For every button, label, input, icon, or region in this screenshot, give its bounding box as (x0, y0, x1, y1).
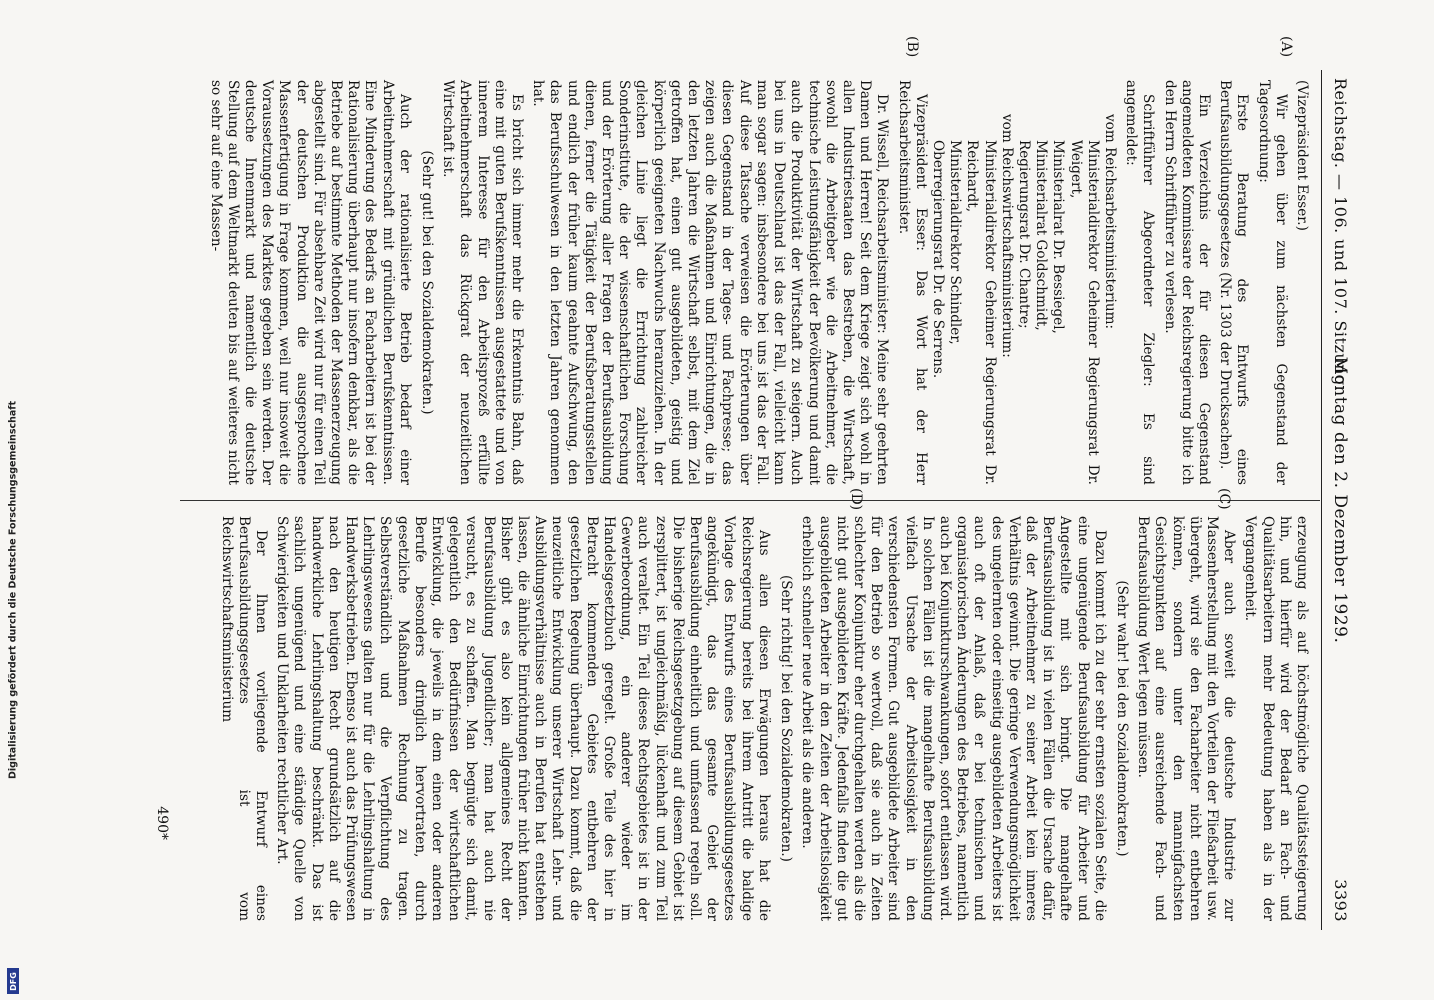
list-item: Ministerialdirektor Schindler, (947, 140, 964, 345)
margin-marker-c: (C) (1216, 488, 1232, 510)
interjection: (Sehr gut! bei den Sozialdemokraten.) (419, 150, 436, 415)
list-item: vom Reichsarbeitsministerium: (1101, 114, 1118, 330)
margin-marker-b: (B) (904, 36, 920, 58)
margin-marker-d: (D) (848, 488, 864, 511)
list-item: Ministerialrat Goldschmidt, (1033, 140, 1050, 331)
paragraph: Auch der rationalisierte Betrieb bedarf einer Arbeitnehmerschaft mit gründlichen Berufskenntnissen. Eine Minderung des Bedarfs an Facharbeitern ist bei der Rationalisierung überhaupt nur insofern denkbar, als die Betriebe auf bestimmte Methoden der Massenerzeugung abgestellt sind. Für absehbare Zeit wird nur für einen Teil der deutschen Produktion die ausgesprochene Massenfertigung in Frage kommen, weil nur insoweit die Voraussetzungen des Marktes gegeben sein werden. Der deutsche Innenmarkt und namentlich die deutsche Stellung auf dem Weltmarkt deuten bis auf weiteres nicht so sehr auf eine Massen- (207, 80, 413, 485)
paragraph: erzeugung als auf höchstmögliche Qualitätssteigerung hin, und hierfür wird der Bedarf an Fach- und Qualitätsarbeitern mehr Bedeutung haben als in der Vergangenheit. (1242, 516, 1310, 921)
header-date: Montag den 2. Dezember 1929. (1330, 356, 1350, 644)
paragraph: Erste Beratung des Entwurfs eines Berufsausbildungsgesetzes (Nr. 1303 der Drucksachen). (1217, 80, 1251, 485)
paragraph: Vizepräsident Esser: Das Wort hat der Herr Reichsarbeitsminister. (895, 80, 929, 485)
list-item: vom Reichswirtschaftsministerium: (998, 114, 1015, 358)
digitization-credit: Digitalisierung gefördert durch die Deutsche Forschungsgemeinschaft (7, 401, 19, 779)
paragraph: Wir gehen über zum nächsten Gegenstand der Tagesordnung: (1255, 80, 1289, 485)
left-column (202, 80, 1310, 485)
speaker-note: (Vizepräsident Esser.) (1294, 80, 1310, 231)
header-session: Reichstag. — 106. und 107. Sitzung. (1331, 78, 1350, 392)
paragraph: Schriftführer Abgeordneter Ziegler: Es sind angemeldet: (1123, 80, 1157, 485)
header-rule (1321, 70, 1322, 930)
paragraph: Ein Verzeichnis der für diesen Gegenstand angemeldeten Kommissare der Reichsregierung bitte ich den Herrn Schriftführer zu verlesen. (1161, 80, 1212, 485)
page-signature: 490* (154, 806, 170, 840)
list-item: Ministerialrat Dr. Bessiegel, (1050, 140, 1067, 334)
page-number: 3393 (1331, 879, 1350, 922)
interjection: (Sehr richtig! bei den Sozialdemokraten.) (778, 575, 795, 862)
page-header (1324, 70, 1350, 930)
column-divider (180, 500, 1320, 501)
right-column (213, 516, 1310, 921)
document-page (110, 36, 1350, 930)
scanned-page-area (100, 36, 1360, 940)
list-item: Oberregierungsrat Dr. de Serrens. (929, 140, 946, 379)
paragraph: Dr. Wissell, Reichsarbeitsminister: Meine sehr geehrten Damen und Herren! Seit dem Kriege zeigt sich wohl in allen Industriestaaten das Bestreben, die Wirtschaft, sowohl die Arbeitgeber wie die Arbeitnehmer, die technische Leistungsfähigkeit der Bevölkerung und damit auch die Produktivität der Wirtschaft zu steigern. Auch bei uns in Deutschland ist das der Fall, vielleicht kann man sogar sagen: insbesondere bei uns ist das der Fall. Auf diese Tatsache verweisen die Erörterungen über diesen Gegenstand in der Tages- und Fachpresse; das zeigen auch die Maßnahmen und Einrichtungen, die in den letzten Jahren die Wirtschaft selbst, mit dem Ziel getroffen hat, einen gut ausgebildeten, geistig und körperlich geeigneten Nachwuchs heranzuziehen. In der gleichen Linie liegt die Errichtung zahlreicher Sonderinstitute, die der wissenschaftlichen Forschung und der Erörterung aller Fragen der Berufsausbildung dienen, ferner die Tätigkeit der Berufsberatungsstellen und endlich der früher kaum geahnte Aufschwung, den das Berufsschulwesen in den letzten Jahren genommen hat. (530, 80, 891, 485)
interjection: (Sehr wahr! bei den Sozialdemokraten.) (1113, 580, 1130, 857)
dfg-logo-icon: DFG (7, 968, 19, 994)
paragraph: Aber auch soweit die deutsche Industrie zur Massenherstellung mit den Vorteilen der Fließarbeit usw. übergeht, wird sie den Facharbeiter nicht entbehren können, sondern unter den mannigfachsten Gesichtspunkten auf eine ausreichende Fach- und Berufsausbildung Wert legen müssen. (1135, 516, 1238, 921)
paragraph: Aus allen diesen Erwägungen heraus hat die Reichsregierung bereits bei ihrem Antritt die baldige Vorlage des Entwurfs eines Berufsausbildungsgesetzes angekündigt, das das gesamte Gebiet der Berufsausbildung einheitlich und umfassend regeln soll. Die bisherige Reichsgesetzgebung auf diesem Gebiet ist zersplittert, ist ungleichmäßig, lückenhaft und zum Teil auch veraltet. Ein Teil dieses Rechtsgebietes ist in der Gewerbeordnung, ein anderer wieder im Handelsgesetzbuch geregelt. Große Teile des hier in Betracht kommenden Gebietes entbehren der gesetzlichen Regelung überhaupt. Dazu kommt, daß die neuzeitliche Entwicklung unserer Wirtschaft Lehr- und Ausbildungsverhältnisse auch in Berufen hat entstehen lassen, die ähnliche Einrichtungen früher nicht kannten. Bisher gibt es also kein allgemeines Recht der Berufsausbildung Jugendlicher; man hat auch nie versucht, es zu schaffen. Man begnügte sich damit, gelegentlich den Bedürfnissen der wirtschaftlichen Entwicklung, die jeweils in dem einen oder anderen Berufe besonders dringlich hervortraten, durch gesetzliche Maßnahmen Rechnung zu tragen. Selbstverständlich und die Verpflichtung des Lehrlingswesens galten nur für die Lehrlingshaltung in Handwerksbetrieben. Ebenso ist auch das Prüfungswesen nach den heutigen Recht grundsätzlich auf die handwerkliche Lehrlingshaltung beschränkt. Das ist sachlich ungenügend und eine ständige Quelle von Schwierigkeiten und Unklarheiten rechtlicher Art. (274, 516, 772, 921)
digitization-strip (6, 0, 20, 1000)
list-item: Ministerialdirektor Geheimer Regierungsrat Dr. Weigert, (1067, 140, 1101, 485)
list-item: Ministerialdirektor Geheimer Regierungsrat Dr. Reichardt, (964, 140, 998, 485)
margin-marker-a: (A) (1278, 36, 1294, 58)
paragraph: Der Ihnen vorliegende Entwurf eines Berufsausbildungsgesetzes ist vom Reichswirtschaftsministerium (218, 516, 270, 921)
paragraph: Dazu kommt ich zu der sehr ernsten sozialen Seite, die eine ungenügende Berufsausbildung für Arbeiter und Angestellte mit sich bringt. Die mangelhafte Berufsausbildung ist in vielen Fällen die Ursache dafür, daß der Arbeitnehmer zu seiner Arbeit kein inneres Verhältnis gewinnt. Die geringe Verwendungsmöglichkeit des ungelernten oder einseitig ausgebildeten Arbeiters ist auch oft der Anlaß, daß er bei technischen und organisatorischen Änderungen des Betriebes, namentlich auch bei Konjunkturschwankungen, sofort entlassen wird. In solchen Fällen ist die mangelhafte Berufsausbildung vielfach Ursache der Arbeitslosigkeit in den verschiedensten Formen. Gut ausgebildete Arbeiter sind für den Betrieb so wertvoll, daß sie auch in Zeiten schlechter Konjunktur eher durchgehalten werden als die nicht gut ausgebildeten Kräfte. Jedenfalls finden die gut ausgebildeten Arbeiter in den Zeiten der Arbeitslosigkeit erheblich schneller neue Arbeit als die anderen. (799, 516, 1108, 921)
paragraph: Es bricht sich immer mehr die Erkenntnis Bahn, daß eine mit guten Berufskenntnissen ausgestattete und von innerem Interesse für den Arbeitsprozeß erfüllte Arbeitnehmerschaft das Rückgrat der neuzeitlichen Wirtschaft ist. (440, 80, 526, 485)
list-item: Regierungsrat Dr. Chantre; (1015, 140, 1032, 329)
